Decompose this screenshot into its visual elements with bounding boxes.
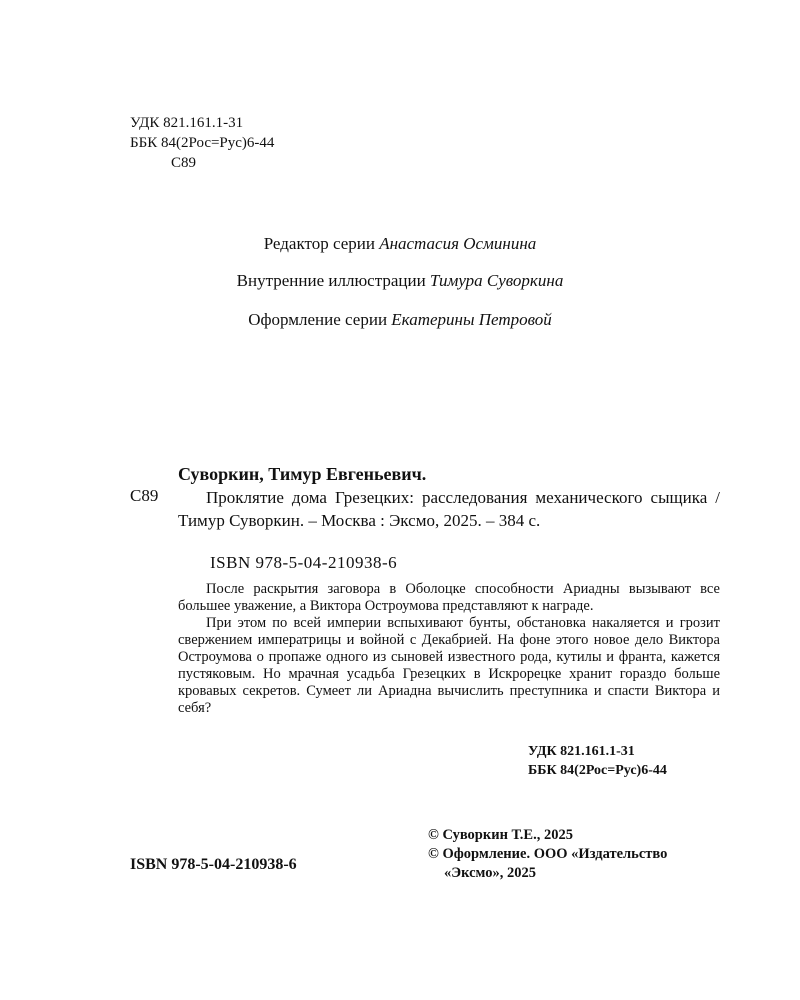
- classification-block: [130, 113, 274, 173]
- copyright-design-line2: «Эксмо», 2025: [444, 865, 536, 881]
- bbk-code: ББК 84(2Рос=Рус)6-44: [130, 135, 275, 151]
- copyright-block: [428, 826, 667, 883]
- isbn-record: ISBN 978-5-04-210938-6: [210, 553, 398, 572]
- author-heading: Суворкин, Тимур Евгеньевич.: [178, 464, 427, 484]
- annotation-paragraph: При этом по всей империи вспыхивают бунты, обстановка накаляется и грозит свержением императрицы и войной с Декабрией. На фоне этого новое дело Виктора Остроумова о пропаже одного из сыновей известного рода, кутилы и франта, кажется пустяковым. Но мрачная усадьба Грезецких в Искрорецке хранит гораздо больше кровавых секретов. Сумеет ли Ариадна вычислить преступника и спасти Виктора и себя?: [178, 615, 720, 716]
- credit-design: [0, 310, 800, 330]
- isbn-footer: ISBN 978-5-04-210938-6: [130, 856, 297, 873]
- description-text: Проклятие дома Грезецких: расследования механического сыщика / Тимур Суворкин. – Москва : Эксмо, 2025. – 384 с.: [178, 488, 720, 530]
- credit-role: Оформление серии: [248, 310, 388, 329]
- bibliographic-description: [178, 486, 720, 532]
- classification-codes-right: [528, 742, 667, 780]
- annotation: [178, 581, 720, 717]
- copyright-design-line1: © Оформление. ООО «Издательство: [428, 846, 668, 862]
- bibliography-code: С89: [130, 486, 159, 505]
- credit-illustrations: [0, 271, 800, 291]
- credit-role: Редактор серии: [263, 234, 375, 253]
- credit-editor: [0, 234, 800, 254]
- bbk-code-right: ББК 84(2Рос=Рус)6-44: [528, 763, 667, 778]
- udk-code: УДК 821.161.1-31: [130, 115, 244, 131]
- copyright-author: © Суворкин Т.Е., 2025: [428, 827, 573, 843]
- annotation-paragraph: После раскрытия заговора в Оболоцке способности Ариадны вызывают все большее уважение, а Виктора Остроумова представляют к награде.: [178, 581, 720, 614]
- credit-name: Анастасия Осминина: [379, 234, 537, 253]
- author-sign: С89: [171, 155, 197, 171]
- udk-code-right: УДК 821.161.1-31: [528, 744, 635, 759]
- credit-name: Екатерины Петровой: [391, 310, 552, 329]
- credit-role: Внутренние иллюстрации: [236, 271, 426, 290]
- credit-name: Тимура Суворкина: [429, 271, 564, 290]
